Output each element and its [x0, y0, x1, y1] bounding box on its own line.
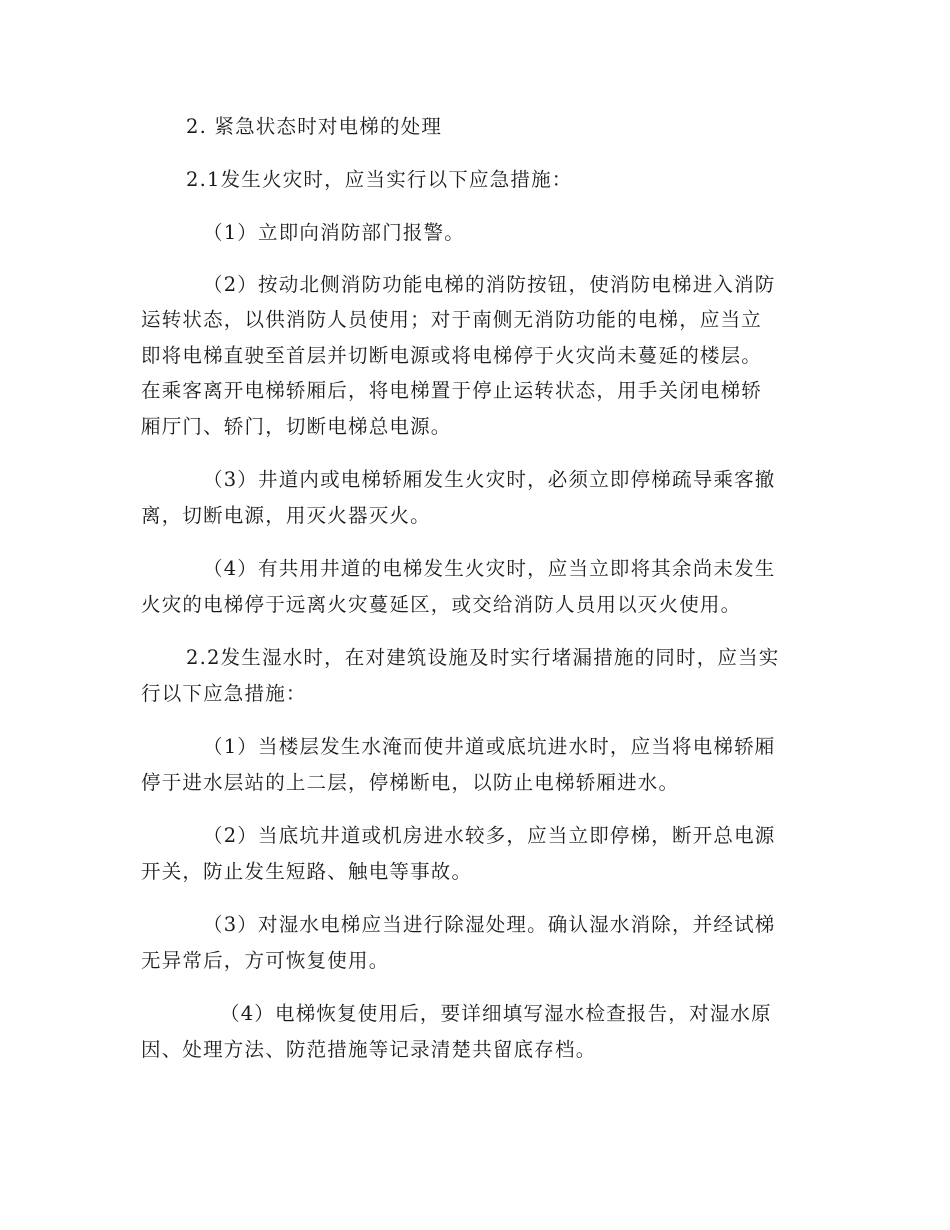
paragraph-line: 即将电梯直驶至首层并切断电源或将电梯停于火灾尚未蔓延的楼层。	[141, 344, 763, 367]
paragraph-line: 无异常后，方可恢复使用。	[141, 949, 390, 972]
paragraph-line: （1）当楼层发生水淹而使井道或底坑进水时，应当将电梯轿厢	[203, 735, 776, 758]
paragraph-line: （4）电梯恢复使用后，要详细填写湿水检查报告，对湿水原	[220, 1002, 772, 1025]
subsection-heading-water: 2.2发生湿水时，在对建筑设施及时实行堵漏措施的同时，应当实	[186, 646, 780, 669]
paragraph-line: （1）立即向消防部门报警。	[203, 221, 466, 244]
paragraph-line: （3）对湿水电梯应当进行除湿处理。确认湿水消除，并经试梯	[203, 913, 776, 936]
paragraph-line: 停于进水层站的上二层，停梯断电，以防止电梯轿厢进水。	[141, 771, 680, 794]
paragraph-line: 运转状态，以供消防人员使用；对于南侧无消防功能的电梯，应当立	[141, 308, 763, 331]
paragraph-line: （2）当底坑井道或机房进水较多，应当立即停梯，断开总电源	[203, 824, 776, 847]
paragraph-line: 离，切断电源，用灭火器灭火。	[141, 504, 431, 527]
section-heading: 2. 紧急状态时对电梯的处理	[186, 115, 443, 138]
subsection-heading-fire: 2.1发生火灾时，应当实行以下应急措施：	[186, 168, 573, 191]
paragraph-line: 在乘客离开电梯轿厢后，将电梯置于停止运转状态，用手关闭电梯轿	[141, 379, 763, 402]
paragraph-line: 因、处理方法、防范措施等记录清楚共留底存档。	[141, 1038, 597, 1061]
paragraph-line: 火灾的电梯停于远离火灾蔓延区，或交给消防人员用以灭火使用。	[141, 593, 742, 616]
paragraph-line: 厢厅门、轿门，切断电梯总电源。	[141, 415, 452, 438]
paragraph-line: （4）有共用井道的电梯发生火灾时，应当立即将其余尚未发生	[203, 557, 776, 580]
paragraph-line: 行以下应急措施：	[141, 682, 307, 705]
paragraph-line: （2）按动北侧消防功能电梯的消防按钮，使消防电梯进入消防	[203, 273, 776, 296]
paragraph-line: （3）井道内或电梯轿厢发生火灾时，必须立即停梯疏导乘客撤	[203, 468, 776, 491]
paragraph-line: 开关，防止发生短路、触电等事故。	[141, 860, 473, 883]
